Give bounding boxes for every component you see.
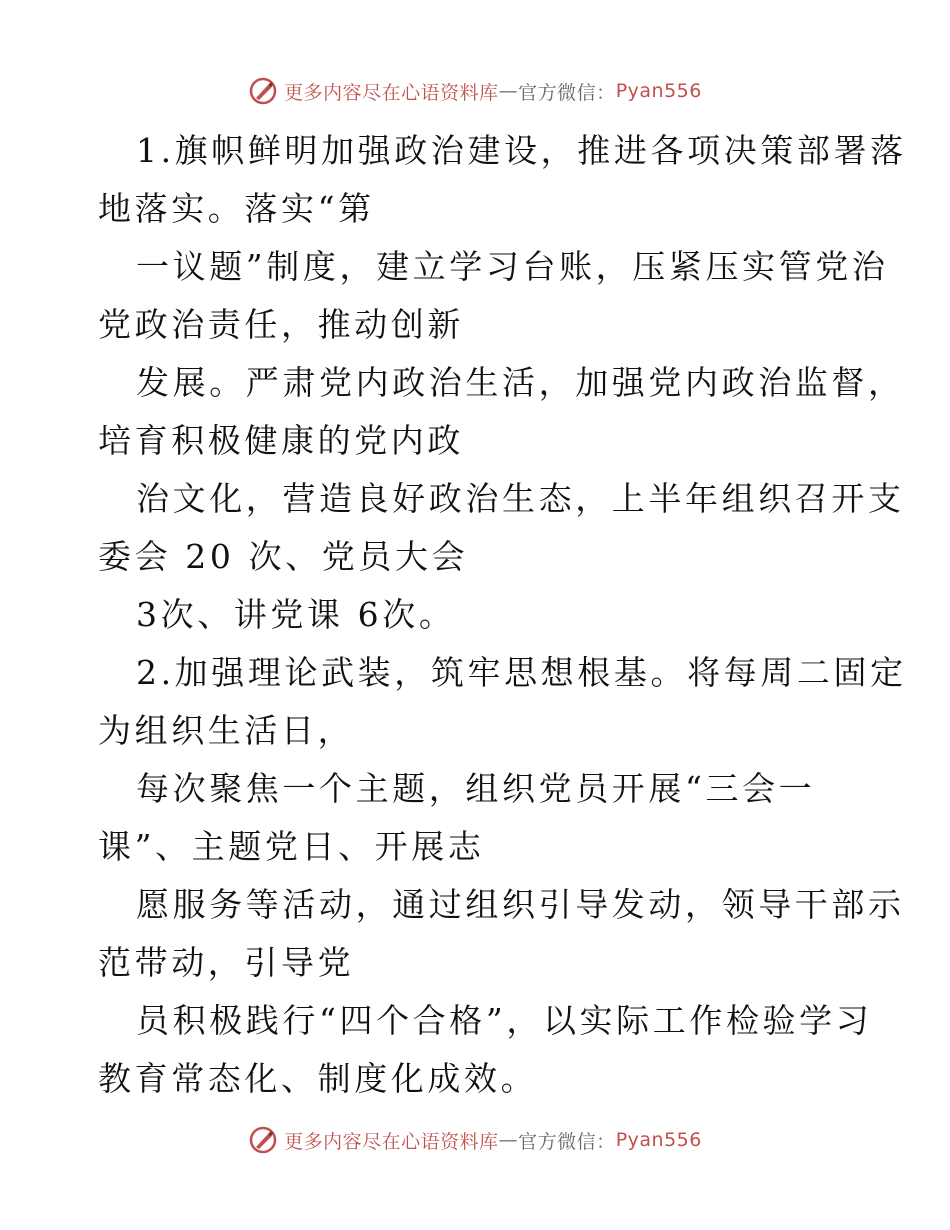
body-line: 治文化，营造良好政治生态，上半年组织召开支	[136, 479, 905, 518]
body-line: 教育常态化、制度化成效。	[98, 1059, 538, 1098]
body-line: 发展。严肃党内政治生活，加强党内政治监督，	[136, 363, 905, 402]
banner-wechat-label: 官方微信：	[518, 1130, 616, 1153]
body-line: 愿服务等活动，通过组织引导发动，领导干部示	[136, 885, 905, 924]
document-body	[98, 122, 907, 1108]
body-line: 员积极践行“四个合格”，以实际工作检验学习	[136, 1001, 873, 1040]
body-line: 范带动，引导党	[98, 943, 355, 982]
banner-wechat-id: Pyan556	[615, 80, 702, 102]
banner-text: 更多内容尽在心语资料库	[284, 81, 499, 104]
body-line: 每次聚焦一个主题，组织党员开展“三会一	[136, 769, 816, 808]
body-line: 2.加强理论武装，筑牢思想根基。将每周二固定	[136, 653, 907, 692]
body-line: 1.旗帜鲜明加强政治建设，推进各项决策部署落	[136, 131, 907, 170]
body-line: 3次、讲党课 6次。	[136, 595, 456, 634]
body-line: 为组织生活日，	[98, 711, 355, 750]
body-line: 课”、主题党日、开展志	[98, 827, 485, 866]
header-banner	[0, 71, 950, 111]
pen-circle-logo-icon	[248, 1125, 278, 1155]
pen-circle-logo-icon	[248, 76, 278, 106]
banner-wechat-id: Pyan556	[615, 1129, 702, 1151]
banner-text: 更多内容尽在心语资料库	[284, 1130, 499, 1153]
body-line: 委会 20 次、党员大会	[98, 537, 469, 576]
banner-wechat-label: 官方微信：	[518, 81, 616, 104]
body-line: 党政治责任，推动创新	[98, 305, 464, 344]
body-line: 一议题”制度，建立学习台账，压紧压实管党治	[136, 247, 889, 286]
footer-banner	[0, 1120, 950, 1160]
banner-dash: —	[498, 80, 519, 102]
body-line: 地落实。落实“第	[98, 189, 375, 228]
body-line: 培育积极健康的党内政	[98, 421, 464, 460]
banner-dash: —	[498, 1129, 519, 1151]
